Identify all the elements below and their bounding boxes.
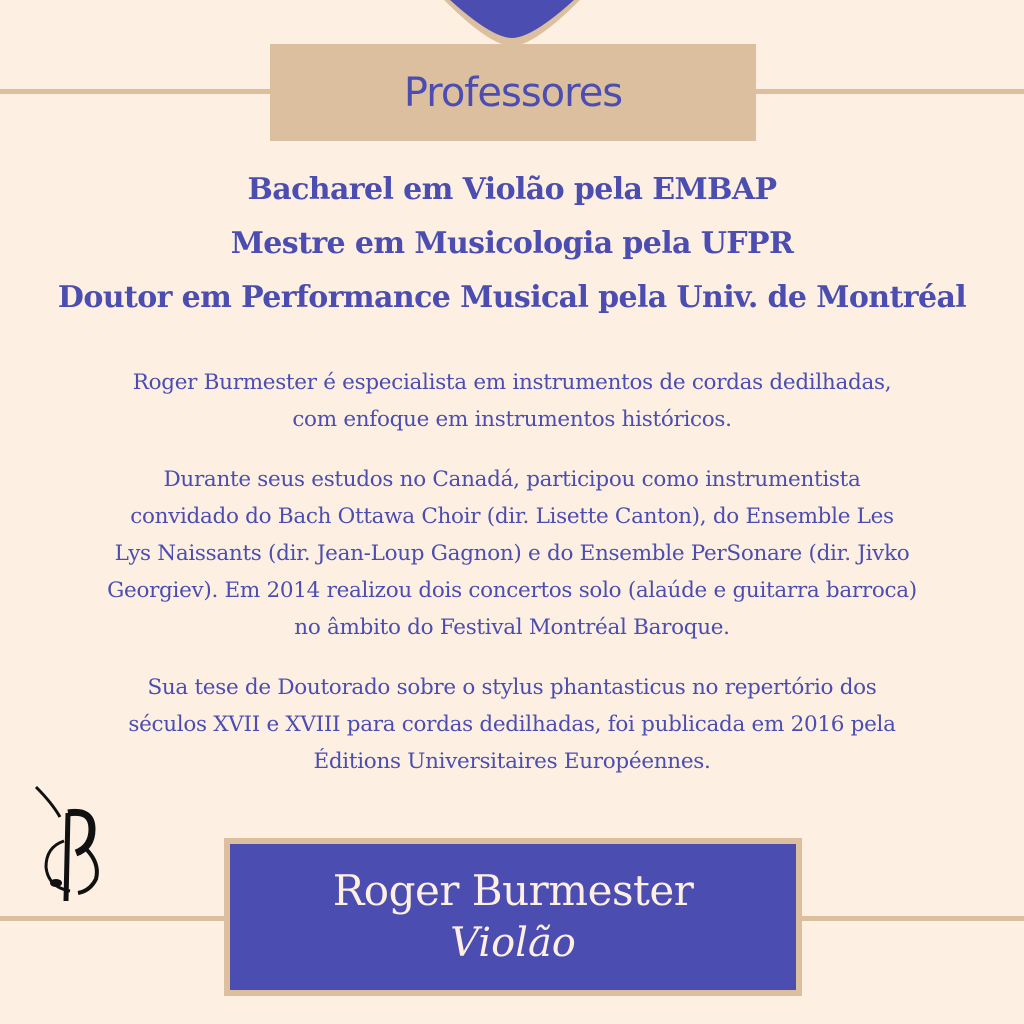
bio-line: Durante seus estudos no Canadá, participou como instrumentista [163,467,861,492]
music-note-logo-icon [30,783,110,913]
bio-paragraph [30,461,994,646]
page-title: Professores [403,69,623,116]
credential-line: Mestre em Musicologia pela UFPR [230,226,794,261]
bio-line: Lys Naissants (dir. Jean-Loup Gagnon) e do Ensemble PerSonare (dir. Jivko [114,541,910,566]
title-banner [270,44,756,141]
credential-line: Doutor em Performance Musical pela Univ. de Montréal [57,280,967,315]
teacher-instrument: Violão [450,920,576,966]
biography [30,364,994,803]
top-arc-decoration [0,0,1024,50]
bio-line: no âmbito do Festival Montréal Baroque. [294,615,730,640]
credential-line: Bacharel em Violão pela EMBAP [247,172,777,207]
bio-paragraph [30,669,994,780]
bio-line: Roger Burmester é especialista em instrumentos de cordas dedilhadas, [132,370,892,395]
bio-line: Éditions Universitaires Européennes. [313,749,711,774]
bio-paragraph [30,364,994,438]
bio-line: Sua tese de Doutorado sobre o stylus phantasticus no repertório dos [147,675,877,700]
name-plate-inner [230,844,796,990]
bio-line: convidado do Bach Ottawa Choir (dir. Lisette Canton), do Ensemble Les [130,504,894,529]
teacher-name: Roger Burmester [332,866,694,915]
credentials [0,163,1024,325]
bio-line: Georgiev). Em 2014 realizou dois concertos solo (alaúde e guitarra barroca) [107,578,917,603]
bio-line: séculos XVII e XVIII para cordas dedilhadas, foi publicada em 2016 pela [128,712,896,737]
name-plate [224,838,802,996]
bio-line: com enfoque em instrumentos históricos. [292,407,732,432]
